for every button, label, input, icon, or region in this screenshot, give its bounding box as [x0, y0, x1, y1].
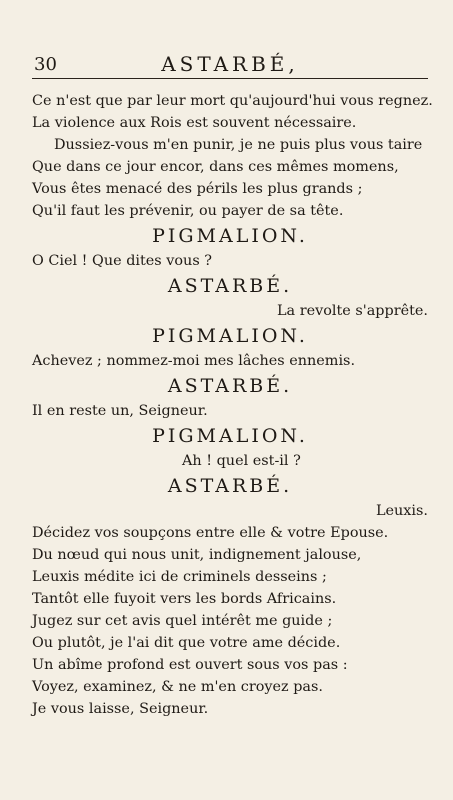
verse-line: La revolte s'apprête.: [277, 303, 428, 319]
speaker-name: PIGMALION.: [152, 225, 308, 247]
verse-line: Du nœud qui nous unit, indignement jalouse,: [32, 547, 362, 563]
verse-line: Je vous laisse, Seigneur.: [32, 701, 209, 717]
play-text: [32, 90, 433, 720]
verse-line: Ah ! quel est-il ?: [182, 453, 301, 469]
verse-line: La violence aux Rois est souvent nécessaire.: [32, 115, 357, 131]
verse-line: Leuxis.: [375, 503, 428, 519]
verse-line: Décidez vos soupçons entre elle & votre Epouse.: [32, 525, 389, 541]
verse-line: Un abîme profond est ouvert sous vos pas :: [32, 657, 348, 673]
speaker-name: ASTARBÉ.: [167, 275, 293, 297]
verse-line: Vous êtes menacé des périls les plus grands ;: [32, 181, 363, 197]
page-header: [32, 52, 428, 79]
verse-line: Jugez sur cet avis quel intérêt me guide ;: [32, 613, 333, 629]
speaker-name: ASTARBÉ.: [167, 475, 293, 497]
verse-line: O Ciel ! Que dites vous ?: [32, 253, 213, 269]
speaker-name: ASTARBÉ.: [167, 375, 293, 397]
verse-line: Qu'il faut les prévenir, ou payer de sa tête.: [32, 203, 344, 219]
speaker-name: PIGMALION.: [152, 325, 308, 347]
verse-line: Tantôt elle fuyoit vers les bords Africains.: [32, 591, 337, 607]
verse-line: Ce n'est que par leur mort qu'aujourd'hui vous regnez.: [32, 93, 433, 109]
verse-line: Ou plutôt, je l'ai dit que votre ame décide.: [32, 635, 341, 651]
verse-line: Leuxis médite ici de criminels desseins ;: [32, 569, 327, 585]
page-number: 30: [34, 54, 57, 75]
running-title: ASTARBÉ,: [161, 52, 299, 76]
verse-line: Voyez, examinez, & ne m'en croyez pas.: [32, 679, 323, 695]
verse-line: Que dans ce jour encor, dans ces mêmes momens,: [32, 159, 399, 175]
verse-line: Achevez ; nommez-moi mes lâches ennemis.: [32, 353, 356, 369]
verse-line: Il en reste un, Seigneur.: [32, 403, 208, 419]
speaker-name: PIGMALION.: [152, 425, 308, 447]
verse-line: Dussiez-vous m'en punir, je ne puis plus vous taire: [54, 137, 423, 153]
